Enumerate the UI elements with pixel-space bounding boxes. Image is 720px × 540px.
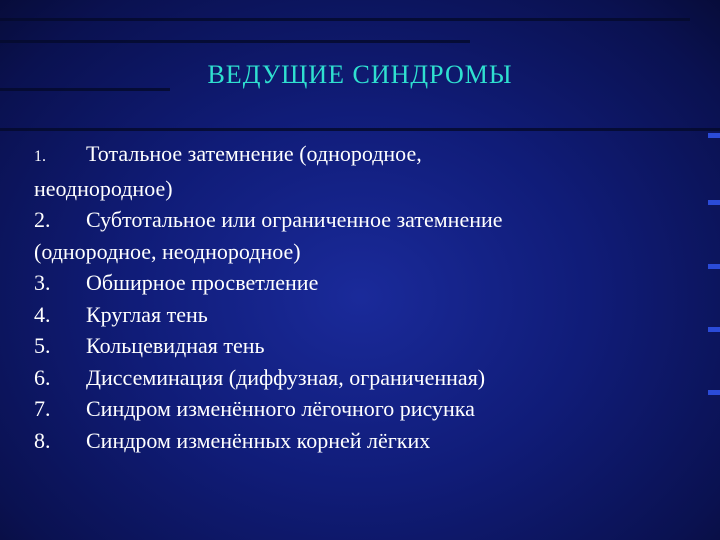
item-number: 4. (34, 301, 51, 327)
list-item (34, 138, 694, 204)
decor-tick (708, 264, 720, 269)
decor-tick (708, 133, 720, 138)
item-text: Диссеминация (диффузная, ограниченная) (86, 364, 486, 390)
list-item (34, 362, 694, 394)
decor-tick (708, 390, 720, 395)
decor-stripe (0, 18, 690, 21)
item-number: 5. (34, 333, 51, 358)
item-number: 3. (34, 270, 51, 295)
item-text: Обширное просветление (86, 270, 319, 295)
list-item (34, 425, 694, 457)
decor-stripe (0, 40, 470, 43)
list-item (34, 393, 694, 425)
item-number: 2. (34, 207, 51, 232)
decor-tick (708, 327, 720, 332)
item-number: 1. (34, 148, 46, 165)
decor-stripe (0, 128, 720, 131)
item-text: Субтотальное или ограниченное затемнение (86, 207, 503, 232)
item-text: Синдром изменённых корней лёгких (86, 427, 431, 453)
syndrome-list (34, 138, 694, 456)
item-number: 8. (34, 427, 51, 453)
item-text: Синдром изменённого лёгочного рисунка (86, 396, 475, 421)
item-text: Круглая тень (86, 301, 208, 327)
list-item (34, 267, 694, 299)
slide-title: ВЕДУЩИЕ СИНДРОМЫ (207, 60, 513, 89)
item-text: Тотальное затемнение (однородное, (86, 141, 422, 166)
list-item (34, 330, 694, 362)
decor-tick (708, 200, 720, 205)
item-number: 6. (34, 364, 51, 390)
item-text-continuation: (однородное, неоднородное) (34, 238, 301, 264)
list-item (34, 204, 694, 267)
item-text-continuation: неоднородное) (34, 175, 173, 201)
item-text: Кольцевидная тень (86, 333, 265, 358)
item-number: 7. (34, 396, 51, 421)
list-item (34, 299, 694, 331)
